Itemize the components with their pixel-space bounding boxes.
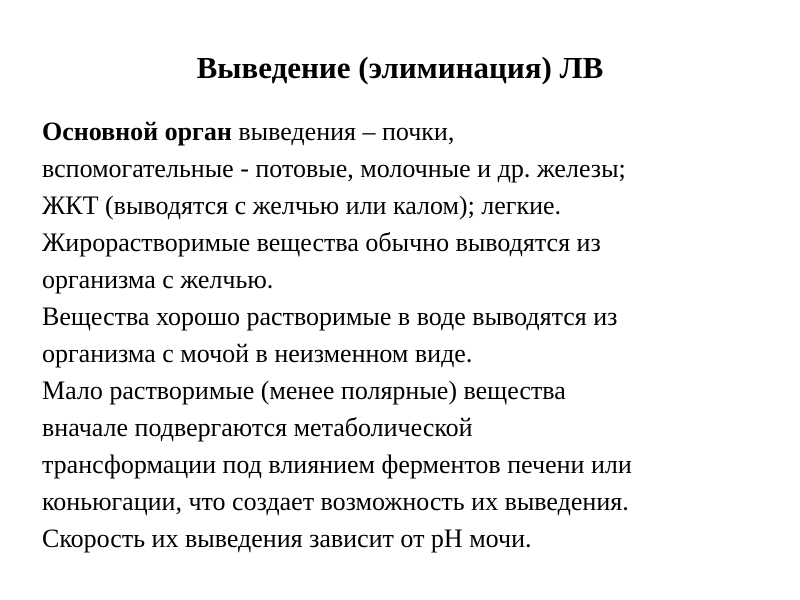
body-line-2: вспомогательные - потовые, молочные и др. железы; (42, 154, 626, 183)
slide-body (42, 113, 782, 557)
body-line-3: ЖКТ (выводятся с желчью или калом); легкие. (42, 191, 562, 220)
body-line-4: Жирорастворимые вещества обычно выводятся из (42, 228, 601, 257)
slide-title: Выведение (элиминация) ЛВ (196, 50, 604, 85)
body-line-9: вначале подвергаются метаболической (42, 413, 473, 442)
body-line-11: коньюгации, что создает возможность их выведения. (42, 487, 629, 516)
body-line-5: организма с желчью. (42, 265, 274, 294)
body-line-8: Мало растворимые (менее полярные) вещества (42, 376, 566, 405)
body-line-1-bold: Основной орган (42, 117, 232, 146)
body-line-1 (42, 113, 782, 150)
body-line-10: трансформации под влиянием ферментов печени или (42, 450, 632, 479)
body-line-7: организма с мочой в неизменном виде. (42, 339, 473, 368)
body-line-1-text: выведения – почки, (231, 117, 455, 146)
body-line-6: Вещества хорошо растворимые в воде выводятся из (42, 302, 618, 331)
body-line-12: Скорость их выведения зависит от pH мочи. (42, 524, 532, 553)
